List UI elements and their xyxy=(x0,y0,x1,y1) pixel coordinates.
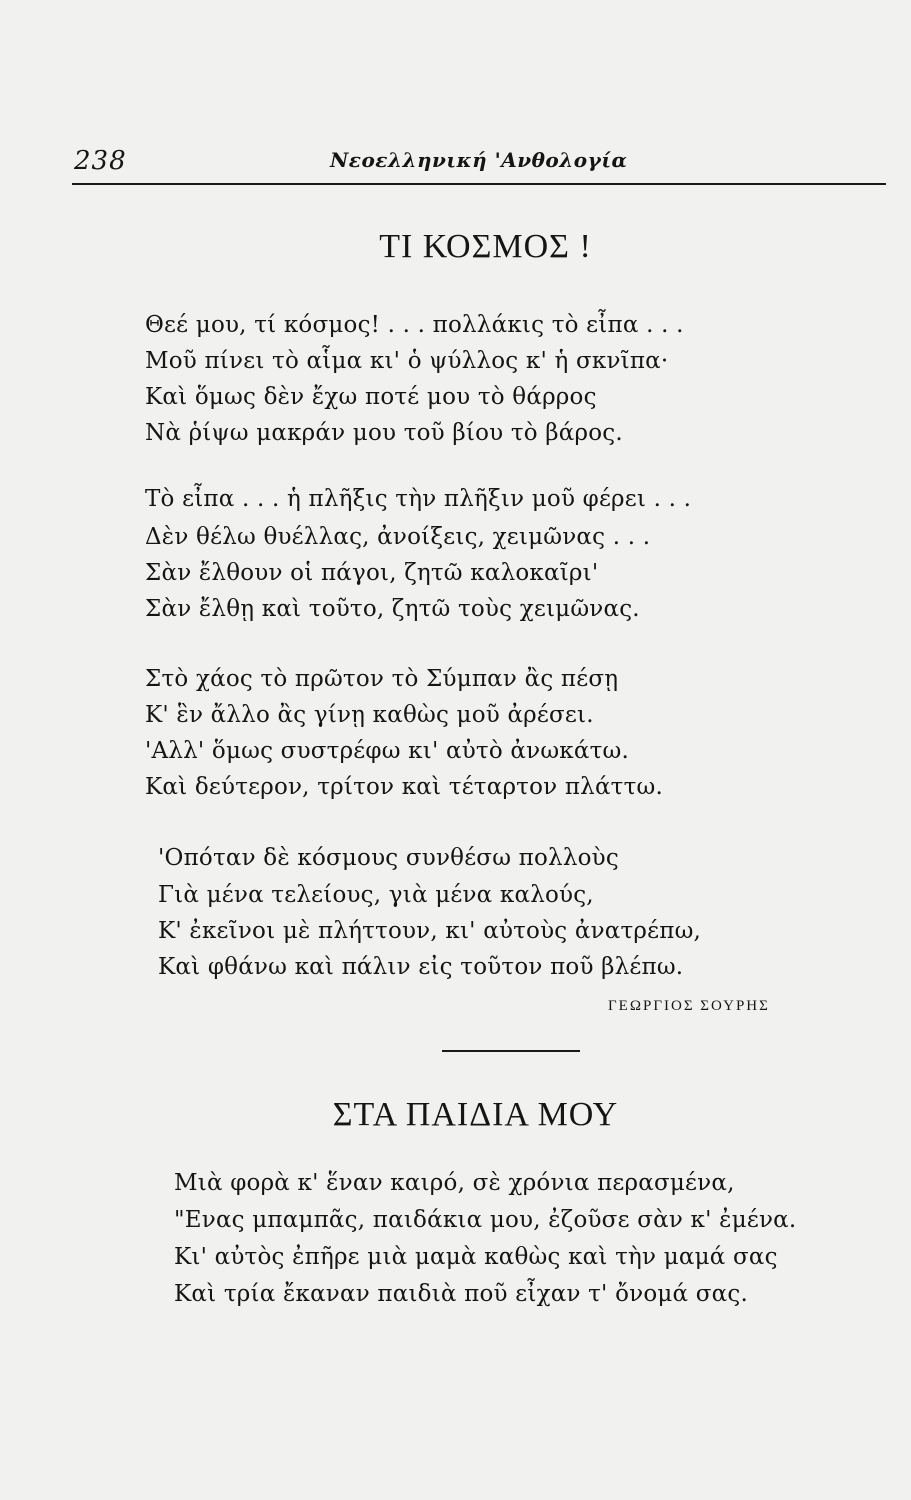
poem-line: 'Αλλ' ὅμως συστρέφω κι' αὐτὸ ἀνωκάτω. xyxy=(145,738,629,764)
page-number: 238 xyxy=(74,146,127,176)
poem-line: Κι' αὐτὸς ἐπῆρε μιὰ μαμὰ καθὼς καὶ τὴν μαμά σας xyxy=(174,1244,778,1270)
poem-line: Δὲν θέλω θυέλλας, ἀνοίξεις, χειμῶνας . . . xyxy=(145,524,651,550)
poem-line: Καὶ τρία ἔκαναν παιδιὰ ποῦ εἶχαν τ' ὄνομά σας. xyxy=(174,1281,748,1307)
poem-line: Κ' ἓν ἄλλο ἂς γίνῃ καθὼς μοῦ ἀρέσει. xyxy=(145,702,594,728)
poem-line: "Ενας μπαμπᾶς, παιδάκια μου, ἐζοῦσε σὰν κ' ἐμένα. xyxy=(174,1207,797,1233)
poem-line: Νὰ ῥίψω μακράν μου τοῦ βίου τὸ βάρος. xyxy=(145,420,623,446)
poem-title: ΣΤΑ ΠΑΙΔΙΑ ΜΟΥ xyxy=(332,1096,619,1133)
section-rule xyxy=(442,1050,580,1052)
poem-line: Κ' ἐκεῖνοι μὲ πλήττουν, κι' αὐτοὺς ἀνατρέπω, xyxy=(158,918,702,944)
poem-line: Σὰν ἔλθῃ καὶ τοῦτο, ζητῶ τοὺς χειμῶνας. xyxy=(145,596,640,622)
poem-line: Τὸ εἶπα . . . ἡ πλῆξις τὴν πλῆξιν μοῦ φέρει . . . xyxy=(145,486,692,512)
poem-line: Στὸ χάος τὸ πρῶτον τὸ Σύμπαν ἂς πέσῃ xyxy=(145,666,619,692)
poem-author: ΓΕΩΡΓΙΟΣ ΣΟΥΡΗΣ xyxy=(608,998,770,1014)
header-rule xyxy=(72,183,886,185)
poem-line: Καὶ φθάνω καὶ πάλιν εἰς τοῦτον ποῦ βλέπω. xyxy=(158,954,684,980)
poem-line: Καὶ δεύτερον, τρίτον καὶ τέταρτον πλάττω. xyxy=(145,774,663,800)
poem-line: Σὰν ἔλθουν οἱ πάγοι, ζητῶ καλοκαῖρι' xyxy=(145,560,599,586)
running-title: Νεοελληνική 'Ανθολογία xyxy=(330,148,628,172)
poem-line: Καὶ ὅμως δὲν ἔχω ποτέ μου τὸ θάρρος xyxy=(145,384,597,410)
poem-title: ΤΙ ΚΟΣΜΟΣ ! xyxy=(379,228,592,265)
poem-line: 'Οπόταν δὲ κόσμους συνθέσω πολλοὺς xyxy=(158,845,619,871)
poem-line: Γιὰ μένα τελείους, γιὰ μένα καλούς, xyxy=(158,882,594,908)
poem-line: Μοῦ πίνει τὸ αἷμα κι' ὁ ψύλλος κ' ἡ σκνῖπα· xyxy=(145,348,669,374)
poem-line: Μιὰ φορὰ κ' ἕναν καιρό, σὲ χρόνια περασμένα, xyxy=(174,1170,735,1196)
poem-line: Θεέ μου, τί κόσμος! . . . πολλάκις τὸ εἶπα . . . xyxy=(145,312,684,338)
